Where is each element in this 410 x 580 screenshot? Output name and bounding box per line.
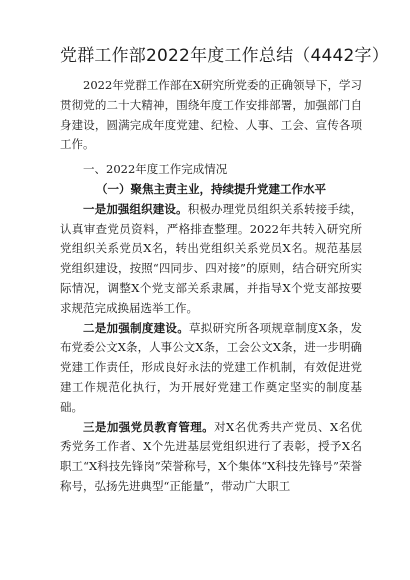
point-paragraph-3: [60, 418, 362, 497]
subsection-heading: （一）聚焦主责主业，持续提升党建工作水平: [96, 181, 326, 196]
point-lead-2: 二是加强制度建设。: [83, 320, 189, 335]
point-paragraph-1: [60, 200, 362, 319]
point-text-1: 积极办理党员组织关系转接手续，认真审查党员资料，严格排查整理。2022年共转入研究所党组织关系党员X名，转出党组织关系党员X名。规范基层党组织建设，按照“四同步、四对接”的原则，结合研究所实际情况，调整X个党支部关系隶属，并指导X个党支部按要求规范完成换届选举工作。: [60, 201, 363, 315]
document-title: 党群工作部2022年度工作总结（4442字）: [60, 46, 389, 66]
point-text-3: 对X名优秀共产党员、X名优秀党务工作者、X个先进基层党组织进行了表彰，授予X名职工“X科技先锋岗”荣誉称号，X个集体“X科技先锋号”荣誉称号，弘扬先进典型“正能量”，带动广大职工: [60, 419, 363, 493]
point-lead-1: 一是加强组织建设。: [83, 201, 188, 216]
point-lead-3: 三是加强党员教育管理。: [83, 419, 215, 434]
point-text-2: 草拟研究所各项规章制度X条，发布党委公文X条，人事公文X条，工会公文X条，进一步明确党建工作责任，形成良好永法的党建工作机制，有效促进党建工作规范化执行，为开展好党建工作奠定坚实的制度基础。: [60, 320, 363, 414]
intro-paragraph: 2022年党群工作部在X研究所党委的正确领导下，学习贯彻党的二十大精神，围绕年度工作安排部署，加强部门自身建设，圆满完成年度党建、纪检、人事、工会、宣传各项工作。: [60, 78, 362, 152]
point-paragraph-2: [60, 319, 362, 418]
document-body: [60, 76, 362, 497]
section-heading: 一、2022年度工作完成情况: [83, 162, 228, 177]
